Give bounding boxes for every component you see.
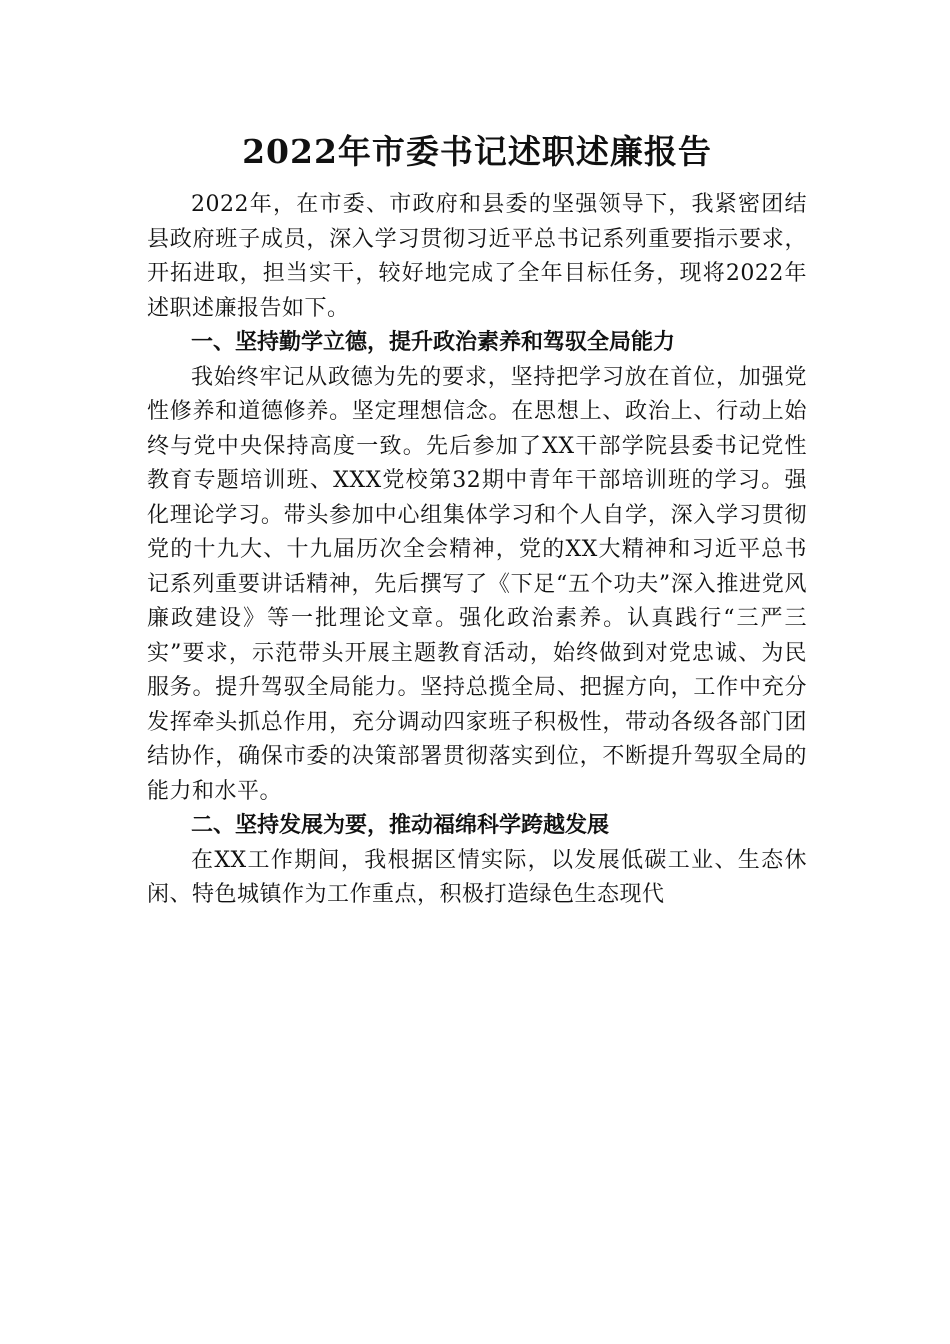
section-paragraph-1: 我始终牢记从政德为先的要求，坚持把学习放在首位，加强党性修养和道德修养。坚定理想信念。在思想上、政治上、行动上始终与党中央保持高度一致。先后参加了XX干部学院县委书记党性教育专题培训班、XXX党校第32期中青年干部培训班的学习。强化理论学习。带头参加中心组集体学习和个人自学，深入学习贯彻党的十九大、十九届历次全会精神，党的XX大精神和习近平总书记系列重要讲话精神，先后撰写了《下足“五个功夫”深入推进党风廉政建设》等一批理论文章。强化政治素养。认真践行“三严三实”要求，示范带头开展主题教育活动，始终做到对党忠诚、为民服务。提升驾驭全局能力。坚持总揽全局、把握方向，工作中充分发挥牵头抓总作用，充分调动四家班子积极性，带动各级各部门团结协作，确保市委的决策部署贯彻落实到位，不断提升驾驭全局的能力和水平。 xyxy=(147,364,807,804)
section-heading-2: 二、坚持发展为要，推动福绵科学跨越发展 xyxy=(191,813,610,838)
page-title: 2022年市委书记述职述廉报告 xyxy=(242,132,712,171)
section-heading-1: 一、坚持勤学立德，提升政治素养和驾驭全局能力 xyxy=(191,330,676,355)
section-paragraph-2: 在XX工作期间，我根据区情实际，以发展低碳工业、生态休闲、特色城镇作为工作重点，积极打造绿色生态现代 xyxy=(147,847,807,907)
intro-paragraph: 2022年，在市委、市政府和县委的坚强领导下，我紧密团结县政府班子成员，深入学习贯彻习近平总书记系列重要指示要求，开拓进取，担当实干，较好地完成了全年目标任务，现将2022年述职述廉报告如下。 xyxy=(147,192,807,321)
document-body xyxy=(147,128,807,913)
